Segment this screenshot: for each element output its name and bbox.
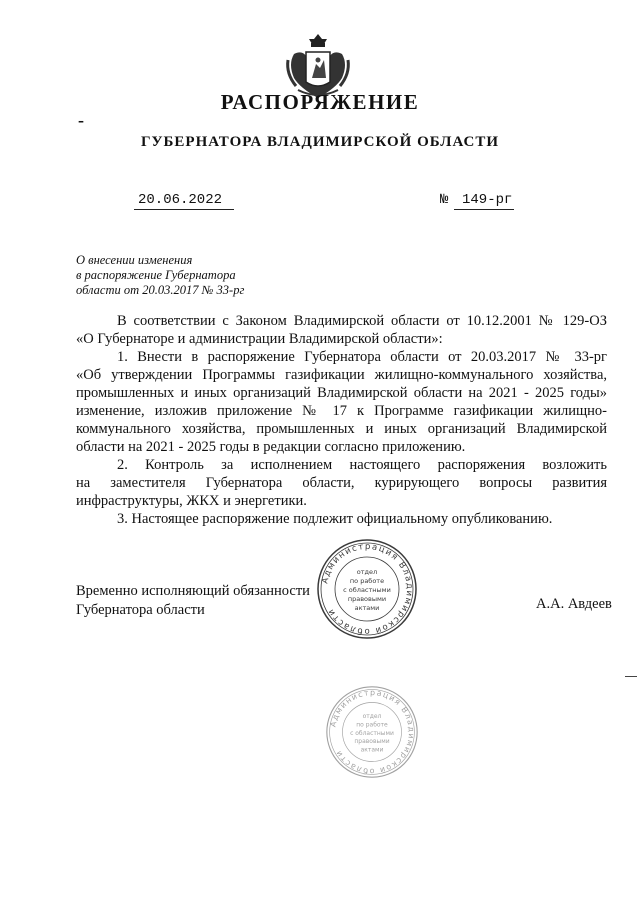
stamp-center-line: с областными bbox=[343, 586, 391, 594]
signatory-name: А.А. Авдеев bbox=[536, 596, 612, 612]
body-line: инфраструктуры, ЖКХ и энергетики. bbox=[76, 493, 307, 509]
body-line: 3. Настоящее распоряжение подлежит официальному опубликованию. bbox=[117, 511, 553, 527]
body-line: промышленных и иных организаций Владимирской области на 2021 - 2025 годы» bbox=[76, 385, 607, 401]
document-date: 20.06.2022 bbox=[138, 192, 223, 208]
faint-stamp-center-line: правовыми bbox=[354, 738, 390, 746]
body-line: «Об утверждении Программы газификации жилищно-коммунального хозяйства, bbox=[76, 367, 607, 383]
body-line: 2. Контроль за исполнением настоящего распоряжения возложить bbox=[117, 457, 607, 473]
body-line: коммунального хозяйства, промышленных и иных организаций Владимирской bbox=[76, 421, 607, 437]
margin-dash: - bbox=[78, 110, 84, 130]
document-body bbox=[76, 312, 607, 528]
stamp-center-line: отдел bbox=[356, 568, 378, 576]
subject-block bbox=[76, 253, 244, 298]
date-underline bbox=[134, 209, 234, 210]
document-number: 149-рг bbox=[462, 192, 513, 208]
faint-stamp-center-line: с областными bbox=[350, 729, 394, 737]
faint-stamp-ring-text: Администрация Владимирской области bbox=[328, 688, 416, 776]
document-title: РАСПОРЯЖЕНИЕ bbox=[220, 90, 420, 114]
stamp-center-line: правовыми bbox=[347, 595, 387, 603]
subject-line: в распоряжение Губернатора bbox=[76, 268, 236, 282]
number-underline bbox=[454, 209, 514, 210]
faint-stamp-impression bbox=[325, 685, 419, 779]
body-line: изменение, изложив приложение № 17 к Программе газификации жилищно- bbox=[76, 403, 607, 419]
faint-stamp-center-line: актами bbox=[360, 746, 384, 754]
position-line: Временно исполняющий обязанности bbox=[76, 583, 310, 599]
faint-stamp-center-line: отдел bbox=[362, 713, 382, 721]
body-line: «О Губернаторе и администрации Владимирской области»: bbox=[76, 331, 443, 347]
number-label: № bbox=[440, 192, 449, 208]
body-line: области на 2021 - 2025 годы в редакции согласно приложению. bbox=[76, 439, 466, 455]
body-line: В соответствии с Законом Владимирской области от 10.12.2001 № 129-ОЗ bbox=[117, 313, 607, 329]
subject-line: О внесении изменения bbox=[76, 253, 193, 267]
position-line: Губернатора области bbox=[76, 602, 205, 618]
stamp-ring-text: Администрация Владимирской области bbox=[320, 541, 415, 637]
signatory-position bbox=[76, 582, 310, 620]
margin-edge-mark bbox=[625, 676, 637, 677]
stamp-center-line: по работе bbox=[349, 577, 385, 585]
stamp-center-line: актами bbox=[354, 604, 380, 612]
faint-stamp-center-line: по работе bbox=[356, 721, 388, 729]
issuer-subtitle: ГУБЕРНАТОРА ВЛАДИМИРСКОЙ ОБЛАСТИ bbox=[140, 134, 500, 150]
official-stamp bbox=[316, 538, 418, 640]
body-line: 1. Внести в распоряжение Губернатора области от 20.03.2017 № 33-рг bbox=[117, 349, 607, 365]
subject-line: области от 20.03.2017 № 33-рг bbox=[76, 283, 245, 297]
body-line: на заместителя Губернатора области, курирующего вопросы развития bbox=[76, 475, 607, 491]
